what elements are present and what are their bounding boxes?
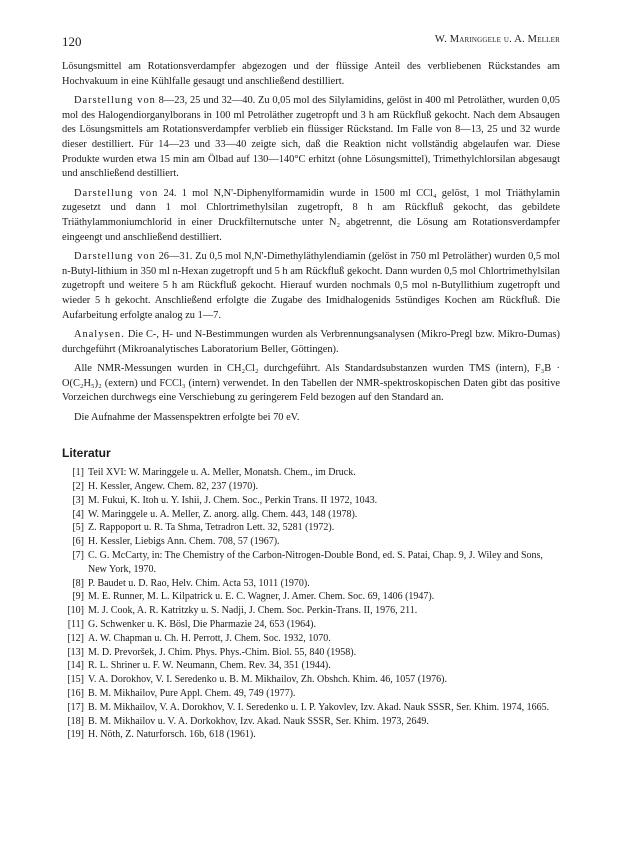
reference-item xyxy=(62,632,560,646)
reference-text: M. Fukui, K. Itoh u. Y. Ishii, J. Chem. Soc., Perkin Trans. II 1972, 1043. xyxy=(88,494,378,506)
paragraph-preparation-24 xyxy=(62,187,560,245)
reference-text: C. G. McCarty, in: The Chemistry of the Carbon-Nitrogen-Double Bond, ed. S. Patai, Chap. 9, J. Wiley and Sons, New York, 1970. xyxy=(88,550,543,575)
reference-number: [16] xyxy=(67,688,84,699)
reference-item xyxy=(62,618,560,632)
page-header xyxy=(62,34,560,50)
reference-item xyxy=(62,466,560,480)
paragraph-lead: Darstellung von xyxy=(74,95,156,107)
reference-text: H. Nöth, Z. Naturforsch. 16b, 618 (1961). xyxy=(88,729,256,741)
reference-item xyxy=(62,687,560,701)
reference-text: M. J. Cook, A. R. Katritzky u. S. Nadji, J. Chem. Soc. Perkin-Trans. II, 1976, 211. xyxy=(88,605,418,617)
paragraph-preparation-26-31 xyxy=(62,250,560,323)
reference-item xyxy=(62,480,560,494)
reference-number: [18] xyxy=(67,715,84,727)
paragraph-text: 24. 1 mol N,N'-Diphenylformamidin wurde in 1500 ml CCl₄ gelöst, 1 mol Triäthylamin zugesetzt und dann 1 mol Chlortrimethylsilan zugetropft, 8 h am Rückfluß gekocht, das gebildete Triäthylammoniumchlorid in einer Druckfilternutsche unter N₂ abgetrennt, die Lösung am Rotationsverdampfer eingeengt und anschließend destilliert. xyxy=(62,187,560,243)
reference-text: B. M. Mikhailov, V. A. Dorokhov, V. I. Seredenko u. I. P. Yakovlev, Izv. Akad. Nauk SSSR, Ser. Khim. 1974, 1665. xyxy=(88,701,550,713)
article-body xyxy=(62,60,560,742)
reference-number: [10] xyxy=(67,605,84,617)
reference-item xyxy=(62,577,560,591)
reference-text: G. Schwenker u. K. Bösl, Die Pharmazie 24, 653 (1964). xyxy=(88,619,317,631)
reference-number: [9] xyxy=(72,591,84,603)
reference-text: B. M. Mikhailov u. V. A. Dorkokhov, Izv. Akad. Nauk SSSR, Ser. Khim. 1973, 2649. xyxy=(88,715,429,727)
reference-number: [6] xyxy=(72,536,84,548)
reference-text: M. D. Prevoršek, J. Chim. Phys. Phys.-Chim. Biol. 55, 840 (1958). xyxy=(88,646,357,658)
reference-number: [15] xyxy=(67,674,84,686)
reference-number: [13] xyxy=(67,646,84,658)
reference-number: [19] xyxy=(67,729,84,741)
paragraph-text: 26—31. Zu 0,5 mol N,N'-Dimethyläthylendiamin (gelöst in 750 ml Petroläther) wurden 0,5 mol n-Butyl-lithium in 350 ml n-Hexan zugetropft und 5 h am Rückfluß gekocht. Dann wurden 0,5 mol Chlortrimethylsilan zugetropft und weitere 5 h am Rückfluß gekocht. Hierauf wurden nochmals 0,5 mol n-Butyllithium zugetropft und wieder 5 h gekocht. Anschließend erfolgte die Zugabe des Imidhalogenids 5stündiges Kochen am Rückfluß. Die Aufarbeitung erfolgte analog zu 1—7. xyxy=(62,251,560,321)
reference-number: [5] xyxy=(72,522,84,534)
reference-text: A. W. Chapman u. Ch. H. Perrott, J. Chem. Soc. 1932, 1070. xyxy=(88,632,331,644)
reference-text: Z. Rappoport u. R. Ta Shma, Tetradron Lett. 32, 5281 (1972). xyxy=(88,522,335,534)
reference-text: R. L. Shriner u. F. W. Neumann, Chem. Rev. 34, 351 (1944). xyxy=(88,660,331,672)
paragraph-text: 8—23, 25 und 32—40. Zu 0,05 mol des Silylamidins, gelöst in 400 ml Petroläther, wurden 0,05 mol des Halogendiorganylborans in 100 ml Petroläther zugetropft und 3 h am Rückfluß gekocht. Nach dem Absaugen des Lösungsmittels am Rotationsverdampfer verblieb ein flüssiger Rückstand. Im Falle von 8—13, 25 und 32 wurde dieser destilliert. Für 14—23 und 33—40 zeigte sich, daß die Reaktion nicht vollständig abgelaufen war. Diese Produkte wurden etwa 15 min am Ölbad auf 130—140°C erhitzt (ohne Lösungsmittel), Trimethylchlorsilan abgesaugt und anschließend destilliert. xyxy=(62,95,560,180)
reference-item xyxy=(62,590,560,604)
reference-item xyxy=(62,715,560,729)
page-number: 120 xyxy=(62,34,82,49)
reference-text: H. Kessler, Liebigs Ann. Chem. 708, 57 (1967). xyxy=(88,536,280,548)
reference-text: P. Baudet u. D. Rao, Helv. Chim. Acta 53, 1011 (1970). xyxy=(88,577,310,589)
paragraph-analyses xyxy=(62,328,560,357)
reference-text: M. E. Runner, M. L. Kilpatrick u. E. C. Wagner, J. Amer. Chem. Soc. 69, 1406 (1947). xyxy=(88,591,435,603)
paragraph-mass-spectra: Die Aufnahme der Massenspektren erfolgte bei 70 eV. xyxy=(74,412,300,424)
paragraph-lead: Analysen. xyxy=(74,329,125,341)
running-head: W. Maringgele u. A. Meller xyxy=(434,34,560,45)
reference-number: [11] xyxy=(67,619,84,631)
paragraph-text: Die C-, H- und N-Bestimmungen wurden als Verbrennungsanalysen (Mikro-Pregl bzw. Mikro-Dumas) durchgeführt (Mikroanalytisches Laboratorium Beller, Göttingen). xyxy=(62,329,560,355)
reference-item xyxy=(62,673,560,687)
reference-item xyxy=(62,646,560,660)
reference-number: [7] xyxy=(72,550,84,562)
reference-number: [1] xyxy=(72,467,84,479)
reference-item xyxy=(62,521,560,535)
paragraph-preparation-8-40 xyxy=(62,94,560,182)
reference-item xyxy=(62,549,560,577)
reference-item xyxy=(62,728,560,742)
reference-item xyxy=(62,508,560,522)
reference-text: V. A. Dorokhov, V. I. Seredenko u. B. M. Mikhailov, Zh. Obshch. Khim. 46, 1057 (1976). xyxy=(88,674,447,686)
reference-number: [17] xyxy=(67,701,84,713)
paragraph-continuation: Lösungsmittel am Rotationsverdampfer abgezogen und der flüssige Anteil des verbliebenen Rückstandes am Hochvakuum in eine Kühlfalle gesaugt und anschließend destilliert. xyxy=(62,61,560,87)
reference-item xyxy=(62,659,560,673)
reference-text: W. Maringgele u. A. Meller, Z. anorg. allg. Chem. 443, 148 (1978). xyxy=(88,508,358,520)
paragraph-nmr: Alle NMR-Messungen wurden in CH₂Cl₂ durchgeführt. Als Standardsubstanzen wurden TMS (intern), F₃B · O(C₂H₅)₂ (extern) und FCCl₃ (intern) verwendet. In den Tabellen der NMR-spektroskopischen Daten gibt das positive Vorzeichen durchwegs eine Verschiebung zu geringerem Feld bezogen auf den Standard an. xyxy=(62,363,560,404)
reference-number: [4] xyxy=(72,508,84,520)
reference-number: [2] xyxy=(72,481,84,493)
reference-item xyxy=(62,701,560,715)
reference-text: B. M. Mikhailov, Pure Appl. Chem. 49, 749 (1977). xyxy=(88,688,296,699)
reference-number: [14] xyxy=(67,660,84,672)
reference-item xyxy=(62,535,560,549)
reference-number: [8] xyxy=(72,577,84,589)
reference-text: H. Kessler, Angew. Chem. 82, 237 (1970). xyxy=(88,481,259,493)
reference-number: [12] xyxy=(67,632,84,644)
reference-item xyxy=(62,604,560,618)
paragraph-lead: Darstellung von xyxy=(74,251,156,263)
reference-text: Teil XVI: W. Maringgele u. A. Meller, Monatsh. Chem., im Druck. xyxy=(88,467,356,479)
reference-item xyxy=(62,494,560,508)
reference-number: [3] xyxy=(72,494,84,506)
reference-list xyxy=(62,466,560,742)
paragraph-lead: Darstellung von xyxy=(74,187,159,199)
references-title: Literatur xyxy=(62,445,111,460)
